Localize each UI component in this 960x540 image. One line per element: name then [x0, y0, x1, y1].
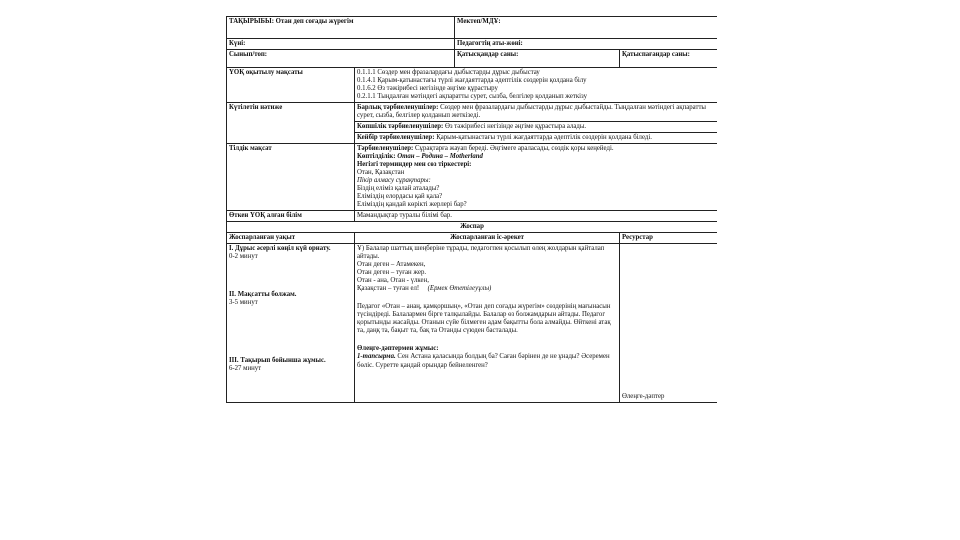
dialog-question: Біздің еліміз қалай аталады? [357, 185, 440, 193]
goals-label: ҮОҚ оқытылу мақсаты [227, 68, 355, 103]
goal-line: 0.1.1.1 Сөздер мен фразалардағы дыбыстарды дұрыс дыбыстау [357, 69, 540, 77]
plan-col-time: Жоспарланған уақыт [227, 233, 355, 244]
language-lead-text: Сұрақтарға жауап береді. Әңгімеге араласады, сөздік қоры кеңейеді. [415, 145, 614, 153]
lesson-plan-table [226, 16, 717, 403]
expected-all-text: Сөздер мен фразалардағы дыбыстарды дұрыс дыбыстайды. Тыңдалған мәтіндегі ақпаратты сурет, сызба, белгілер қолданып жеткізеді. [357, 104, 706, 120]
plan-row [227, 244, 718, 403]
stage-2-title: ІІ. Мақсатты болжам. [229, 291, 297, 299]
multilingual-line [357, 153, 715, 161]
task-1-head: 1-тапсырма. [357, 353, 396, 361]
stage-3-title: ІІІ. Тақырып бойынша жұмыс. [229, 357, 326, 365]
language-lead-head: Тәрбиеленушілер: [357, 145, 414, 153]
plan-col-resources: Ресурстар [620, 233, 718, 244]
stage-1-lead: Ұ) Балалар шаттық шеңберіне тұрады, педагогпен қосылып өлең жолдарын қайталап айтады. [357, 245, 605, 261]
expected-most [355, 122, 718, 133]
teacher-cell: Педагогтің аты-жөні: [455, 39, 718, 50]
plan-activity-cell [355, 244, 620, 403]
plan-title: Жоспар [227, 222, 718, 233]
expected-most-head: Көпшілік тәрбиеленушілер: [357, 123, 444, 131]
lesson-plan-document [226, 16, 717, 529]
stage-3-time: 6-27 минут [229, 365, 262, 373]
poem-line: Қазақстан – туған ел! [357, 285, 420, 293]
absent-cell: Қатыспағандар саны: [620, 50, 718, 68]
poem-line: Отан деген – туған жер. [357, 269, 427, 277]
topic-cell: ТАҚЫРЫБЫ: Отан деп соғады жүрегім [227, 17, 455, 39]
stage-1-time: 0-2 минут [229, 253, 258, 261]
day-cell: Күні: [227, 39, 455, 50]
plan-resources-cell [620, 244, 718, 403]
goal-line: 0.1.6.2 Өз тәжірибесі негізінде әңгіме құрастыру [357, 85, 498, 93]
task-1-text: Сен Астана қаласында болдың ба? Саған бәрінен де не ұнады? Әсеремен бөліс. Суретте қандай орындар бейнеленген? [357, 353, 610, 369]
stage-3-head: Өлеңге-дәптермен жұмыс: [357, 345, 439, 353]
dialog-head: Пікір алмасу сұрақтары: [357, 177, 431, 185]
plan-time-cell [227, 244, 355, 403]
participants-cell: Қатысқандар саны: [455, 50, 620, 68]
prior-label: Өткен ҮОҚ алған білім [227, 211, 355, 222]
expected-some-head: Кейбір тәрбиеленушілер: [357, 134, 435, 142]
multilingual-text: Отан – Родина – Motherland [397, 153, 483, 161]
prior-text: Мамандықтар туралы білімі бар. [355, 211, 718, 222]
terms-head: Негізгі терминдер мен сөз тіркестері: [357, 161, 472, 169]
goals-content [355, 68, 718, 103]
dialog-question: Еліміздің елордасы қай қала? [357, 193, 443, 201]
expected-some [355, 133, 718, 144]
language-label: Тілдік мақсат [227, 144, 355, 211]
poem-last-line [357, 285, 617, 293]
poem-line: Отан деген – Атамекен, [357, 261, 426, 269]
plan-col-activity: Жоспарланған іс-әрекет [355, 233, 620, 244]
stage-2-time: 3-5 минут [229, 299, 258, 307]
class-cell: Сынып/топ: [227, 50, 455, 68]
expected-all [355, 103, 718, 122]
goal-line: 0.2.1.1 Тыңдалған мәтіндегі ақпаратты сурет, сызба, белгілер қолданып жеткізу [357, 93, 588, 101]
expected-some-text: Қарым-қатынастағы түрлі жағдаяттарда әдептілік сөздерін қолдана біледі. [436, 134, 652, 142]
expected-label: Күтілетін нәтиже [227, 103, 355, 144]
resource-workbook: Өлеңге-дәптер [622, 393, 665, 401]
expected-most-text: Өз тәжірибесі негізінде әңгіме құрастыра алады. [445, 123, 587, 131]
expected-all-head: Барлық тәрбиеленушілер: [357, 104, 439, 112]
terms-text: Отан, Қазақстан [357, 169, 405, 177]
school-cell: Мектеп/МДҰ: [455, 17, 718, 39]
goal-line: 0.1.4.1 Қарым-қатынастағы түрлі жағдаяттарда әдептілік сөздерін қолдана білу [357, 77, 587, 85]
poem-line: Отан - ана, Отан - үлкен, [357, 277, 429, 285]
dialog-question: Еліміздің қандай көрікті жерлері бар? [357, 201, 467, 209]
language-content [355, 144, 718, 211]
stage-2-text: Педагог «Отан – анаң, қамқоршың», «Отан деп соғады жүрегім» сөздерінің мағынасын түсіндіреді. Балалармен бірге талқылайды. Балалар өз болжамдарын айтады. Педагог қорытынды жасайды. Отанын сүйе білмеген адам бақытты бола алмайды. Өйткені атақ та, даңқ та, бақыт та, бақ та Отанды сүюден басталады. [357, 303, 611, 335]
stage-1-title: І. Дұрыс әсерлі көңіл күй орнату. [229, 245, 331, 253]
poem-author: (Ермек Өтетілеуұлы) [427, 285, 492, 293]
multilingual-head: Көптілділік: [357, 153, 396, 161]
stage-3-task [357, 353, 617, 369]
